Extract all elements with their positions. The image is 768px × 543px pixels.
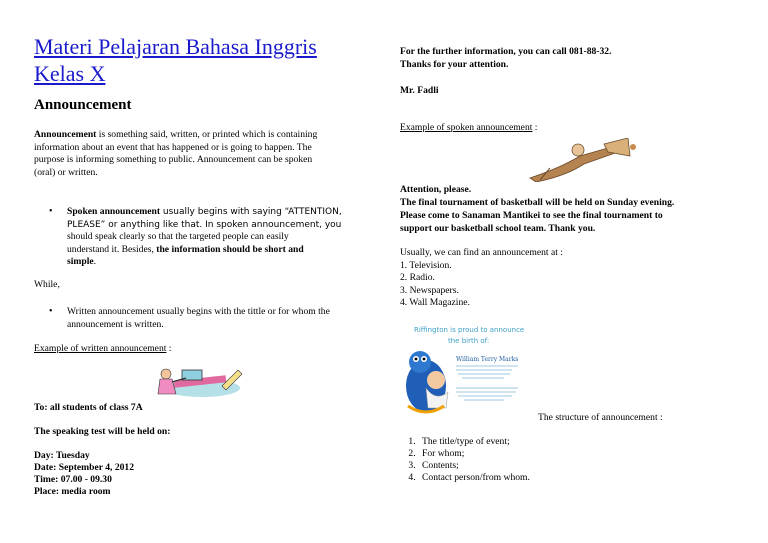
- megaphone-clipart-image: [520, 138, 640, 182]
- final-text-2: Please come to Sanaman Mantikei to see the final tournament to: [400, 210, 663, 221]
- thanks-text: Thanks for your attention.: [400, 58, 509, 70]
- spoken-text-1: usually begins with saying “ATTENTION,: [160, 207, 342, 217]
- signature: Mr. Fadli: [400, 85, 439, 96]
- spoken-text-3: should speak clearly so that the targeted people can easily: [67, 231, 289, 242]
- intro-text-1: is something said, written, or printed which is containing: [96, 129, 318, 140]
- intro-paragraph: [34, 129, 374, 179]
- intro-bold-term: Announcement: [34, 129, 97, 140]
- place-item: 3. Newspapers.: [400, 284, 459, 296]
- place-item: 1. Television.: [400, 259, 452, 271]
- written-text-1: Written announcement usually begins with the tittle or for whom the: [67, 306, 330, 317]
- structure-item: 2. For whom;: [418, 448, 530, 460]
- spoken-text-4a: understand it. Besides,: [67, 243, 157, 255]
- intro-text-4: (oral) or written.: [34, 166, 98, 178]
- contact-info: [400, 46, 611, 71]
- spoken-text-5-end: .: [93, 256, 97, 267]
- intro-text-2: information about an event that has happened or is going to happen. The: [34, 141, 312, 153]
- further-info: For the further information, you can call 081-88-32.: [400, 46, 612, 57]
- attention-text: Attention, please.: [400, 184, 472, 195]
- written-bullet: [49, 306, 372, 331]
- final-text-1: The final tournament of basketball will be held on Sunday evening.: [400, 197, 675, 208]
- birth-card-name: William Terry Marks: [456, 356, 519, 363]
- title-line-1: Materi Pelajaran Bahasa Inggris: [34, 34, 317, 59]
- speaking-test: The speaking test will be held on:: [34, 426, 171, 437]
- announcement-heading: Announcement: [34, 97, 132, 113]
- places-section: [400, 247, 563, 310]
- place-item: 4. Wall Magazine.: [400, 297, 470, 308]
- example-written-label: Example of written announcement :: [34, 343, 172, 354]
- event-place: Place: media room: [34, 486, 111, 497]
- bullet-icon: •: [49, 306, 53, 317]
- written-text-2: announcement is written.: [67, 318, 164, 330]
- spoken-text-2: PLEASE” or anything like that. In spoken announcement, you: [67, 219, 342, 230]
- bullet-icon: •: [49, 206, 53, 217]
- while-text: While,: [34, 279, 60, 290]
- event-time: Time: 07.00 - 09.30: [34, 474, 112, 485]
- structure-label: The structure of announcement :: [538, 412, 663, 423]
- spoken-bullet: [49, 206, 372, 269]
- place-item: 2. Radio.: [400, 272, 435, 283]
- structure-item: 4. Contact person/from whom.: [418, 472, 530, 484]
- title-line-2: Kelas X: [34, 61, 106, 86]
- event-date: Date: September 4, 2012: [34, 462, 135, 473]
- birth-announcement-image: [400, 322, 538, 420]
- structure-item: 3. Contents;: [418, 460, 530, 472]
- desk-clipart-image: [152, 364, 248, 400]
- usually-text: Usually, we can find an announcement at :: [400, 247, 563, 258]
- structure-item: 1. The title/type of event;: [418, 436, 530, 448]
- birth-card-title-2: the birth of:: [448, 337, 490, 345]
- birth-card-title-1: Riffington is proud to announce: [414, 326, 525, 334]
- spoken-bold-term: Spoken announcement: [67, 206, 161, 217]
- final-text-3: support our basketball school team. Thank you.: [400, 223, 596, 234]
- event-details: [34, 450, 134, 498]
- spoken-example-text: [400, 183, 674, 235]
- page-title: [34, 33, 317, 87]
- structure-list: [400, 436, 530, 484]
- spoken-text-4b: the information should be short and: [156, 243, 304, 255]
- spoken-text-5: simple: [67, 256, 94, 267]
- event-day: Day: Tuesday: [34, 450, 90, 461]
- example-spoken-label: Example of spoken announcement :: [400, 122, 538, 133]
- to-students: To: all students of class 7A: [34, 402, 143, 413]
- intro-text-3: purpose is informing something to public. Announcement can be spoken: [34, 154, 313, 165]
